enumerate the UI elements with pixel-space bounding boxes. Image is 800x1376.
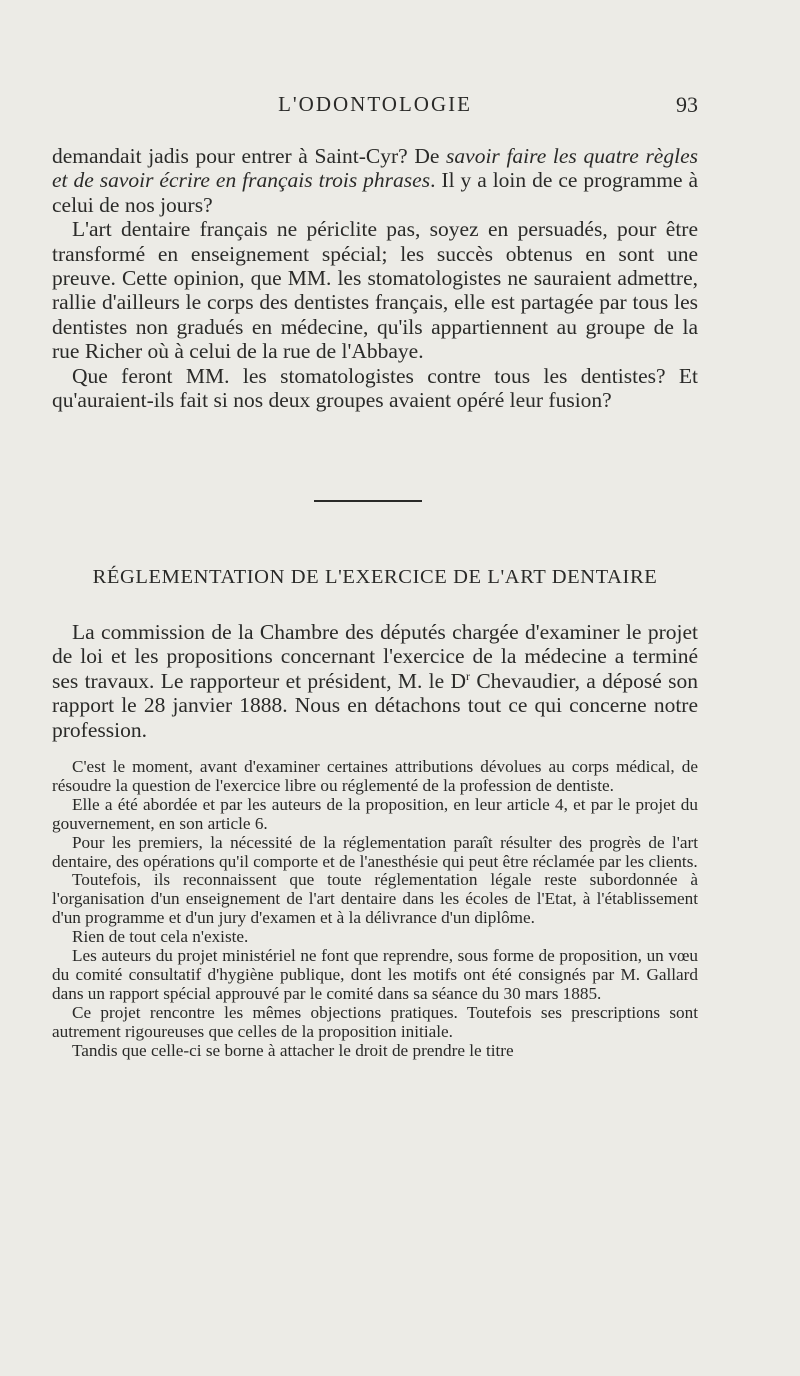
- paragraph-suffix: . Il y a loin de ce programme à celui de nos jours?: [52, 168, 698, 217]
- section-heading: RÉGLEMENTATION DE L'EXERCICE DE L'ART DENTAIRE: [92, 566, 658, 588]
- quoted-paragraph: Tandis que celle-ci se borne à attacher le droit de prendre le titre: [72, 1040, 514, 1060]
- paragraph-prefix: demandait jadis pour entrer à Saint-Cyr? De: [52, 144, 447, 168]
- superscript: r: [466, 668, 471, 683]
- running-title: L'ODONTOLOGIE: [278, 92, 472, 116]
- paragraph: L'art dentaire français ne périclite pas, soyez en persuadés, pour être transformé en enseignement spécial; les succès obtenus en sont une preuve. Cette opinion, que MM. les stomatologistes ne sauraient admettre, rallie d'ailleurs le corps des dentistes français, elle est partagée par tous les dentistes non gradués en médecine, qu'ils appartiennent au groupe de la rue Richer où à celui de la rue de l'Abbaye.: [52, 217, 698, 364]
- paragraph: Que feront MM. les stomatologistes contre tous les dentistes? Et qu'auraient-ils fait si nos deux groupes avaient opéré leur fusion?: [52, 363, 698, 413]
- quoted-paragraph: Pour les premiers, la nécessité de la réglementation paraît résulter des progrès de l'art dentaire, des opérations qu'il comporte et de l'anesthésie qui peut être réclamée par les clients.: [52, 832, 698, 871]
- quoted-paragraph: Ce projet rencontre les mêmes objections pratiques. Toutefois ses prescriptions sont autrement rigoureuses que celles de la proposition initiale.: [52, 1002, 698, 1041]
- intro-paragraph: [52, 620, 698, 742]
- quoted-paragraph: C'est le moment, avant d'examiner certaines attributions dévolues au corps médical, de résoudre la question de l'exercice libre ou réglementé de la profession de dentiste.: [52, 757, 698, 795]
- quoted-paragraph: Rien de tout cela n'existe.: [72, 927, 249, 947]
- paragraph-continuation: [52, 144, 698, 217]
- italic-phrase: savoir faire les quatre règles et de savoir écrire en français trois phrases: [52, 144, 698, 193]
- intro-text-before: La commission de la Chambre des députés chargée d'examiner le projet de loi et les propositions concernant l'exercice de la médecine a terminé ses travaux. Le rapporteur et président, M. le D: [52, 620, 698, 693]
- intro-section: [52, 620, 698, 742]
- quoted-report: [52, 758, 698, 1061]
- quoted-paragraph: Les auteurs du projet ministériel ne font que reprendre, sous forme de proposition, un vœu du comité consultatif d'hygiène publique, dont les motifs ont été consignés par M. Gallard dans un rapport spécial approuvé par le comité dans sa séance du 30 mars 1885.: [52, 946, 698, 1003]
- page-number: 93: [676, 92, 698, 117]
- section-divider: [314, 500, 422, 502]
- quoted-paragraph: Elle a été abordée et par les auteurs de la proposition, en leur article 4, et par le projet du gouvernement, en son article 6.: [52, 794, 698, 833]
- page-header: [52, 92, 698, 122]
- quoted-paragraph: Toutefois, ils reconnaissent que toute réglementation légale reste subordonnée à l'organisation d'un enseignement de l'art dentaire dans les écoles de l'Etat, à l'établissement d'un programme et d'un jury d'examen et à la délivrance d'un diplôme.: [52, 870, 698, 928]
- first-section: [52, 144, 698, 412]
- intro-text-after: Chevaudier, a déposé son rapport le 28 janvier 1888. Nous en détachons tout ce qui concerne notre profession.: [52, 668, 698, 742]
